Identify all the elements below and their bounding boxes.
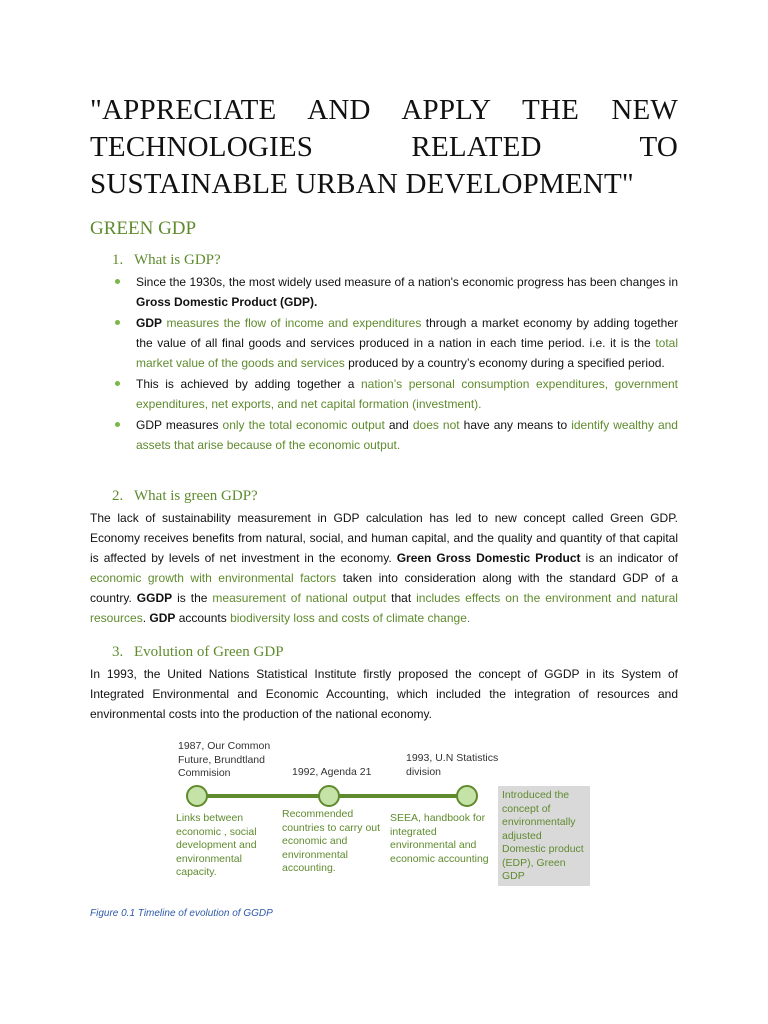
bullet-item-1 (112, 272, 678, 312)
figure-caption: Figure 0.1 Timeline of evolution of GGDP (90, 908, 273, 919)
bullet-3-text: This is achieved by adding together a (136, 377, 361, 391)
subheading-text: Evolution of Green GDP (134, 644, 284, 660)
timeline-figure (172, 732, 592, 892)
para-text-3: taken into consideration along with the standard GDP of a country. (90, 571, 679, 605)
timeline-top-label-1993: 1993, U.N Statistics division (406, 752, 499, 778)
subheading-what-is-green-gdp (112, 488, 258, 505)
document-title: "APPRECIATE AND APPLY THE NEW TECHNOLOGIES RELATED TO SUSTAINABLE URBAN DEVELOPMENT" (90, 94, 678, 200)
para-bold-2: GGDP (136, 591, 173, 605)
timeline-result-box: Introduced the concept of environmentally adjusted Domestic product (EDP), Green GDP (498, 786, 590, 886)
bullet-2-text-1: through a market economy by adding together the value of all final goods and services produced in a nation in each time period. i.e. it is the (136, 316, 678, 350)
green-gdp-paragraph (90, 508, 678, 628)
timeline-bottom-label-1: Links between economic , social development and environmental capacity. (176, 812, 257, 878)
subheading-what-is-gdp (112, 252, 221, 269)
bullet-4-green-2: does not (412, 418, 460, 432)
timeline-bottom-label-3: SEEA, handbook for integrated environmental and economic accounting (390, 812, 489, 865)
bullet-1-bold: Gross Domestic Product (GDP). (136, 295, 318, 309)
bullet-2-green-1: measures the flow of income and expenditures (162, 316, 422, 330)
subheading-evolution-green-gdp (112, 644, 284, 661)
bullet-4-green-1: only the total economic output (222, 418, 385, 432)
timeline-node-1 (186, 785, 208, 807)
timeline-top-label-1992: 1992, Agenda 21 (292, 766, 372, 778)
evolution-paragraph: In 1993, the United Nations Statistical Institute firstly proposed the concept of GGDP in its System of Integrated Environmental and Economic Accounting, which included the integration of resources and environmental costs into the production of the national economy. (90, 667, 678, 721)
para-text-2: is an indicator of (580, 551, 679, 565)
para-text-7: accounts (175, 611, 231, 625)
bullet-item-3 (112, 374, 678, 414)
para-green-2: measurement of national output (212, 591, 387, 605)
bullet-4-text-1: GDP measures (136, 418, 223, 432)
bullet-2-text-2: produced by a country’s economy during a specified period. (344, 356, 665, 370)
section-heading-green-gdp: GREEN GDP (90, 218, 197, 239)
bullet-2-green-2: total market value of the goods and services (136, 336, 678, 370)
para-bold-3: GDP (149, 611, 176, 625)
bullet-item-2 (112, 313, 678, 373)
para-text-6: . (142, 611, 150, 625)
timeline-top-label-1987: 1987, Our Common Future, Brundtland Commision (178, 740, 271, 779)
para-text-4: is the (172, 591, 213, 605)
subheading-text: What is GDP? (134, 252, 221, 268)
subheading-number: 1. (112, 252, 124, 268)
timeline-node-3 (456, 785, 478, 807)
bullet-3-green: nation’s personal consumption expenditures, government expenditures, net exports, and net capital formation (investment). (136, 377, 679, 411)
bullet-4-text-3: have any means to (459, 418, 572, 432)
timeline-bottom-label-2: Recommended countries to carry out economic and environmental accounting. (282, 808, 381, 874)
para-bold-1: Green Gross Domestic Product (396, 551, 581, 565)
bullet-4-text-2: and (384, 418, 413, 432)
para-green-4: biodiversity loss and costs of climate change. (230, 611, 471, 625)
bullet-1-text: Since the 1930s, the most widely used measure of a nation's economic progress has been changes in (136, 275, 678, 289)
bullet-item-4 (112, 415, 678, 455)
para-green-3: includes effects on the environment and natural resources (90, 591, 678, 625)
para-text-5: that (386, 591, 417, 605)
gdp-bullet-list (112, 272, 678, 456)
bullet-2-bold: GDP (136, 316, 163, 330)
para-green-1: economic growth with environmental factors (90, 571, 337, 585)
subheading-text: What is green GDP? (134, 488, 258, 504)
bullet-4-green-3: identify wealthy and assets that arise because of the economic output. (136, 418, 678, 452)
subheading-number: 2. (112, 488, 124, 504)
subheading-number: 3. (112, 644, 124, 660)
para-text-1: The lack of sustainability measurement in GDP calculation has led to new concept called Green GDP. Economy receives benefits from natural, social, and human capital, and the quality and quantity of that capital is affected by levels of net investment in the economy. (90, 511, 678, 565)
timeline-node-2 (318, 785, 340, 807)
